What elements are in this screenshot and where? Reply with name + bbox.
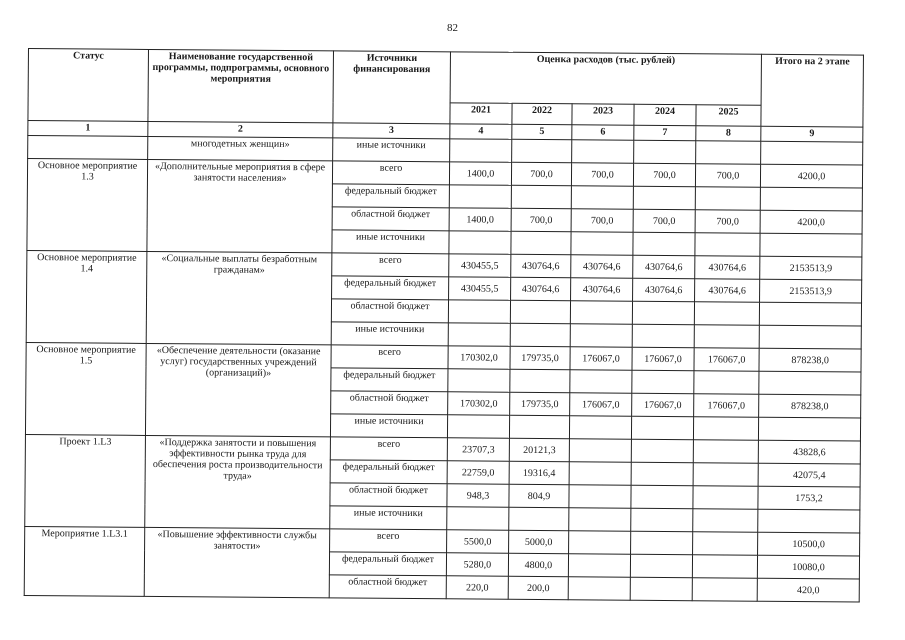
source-cell: областной бюджет bbox=[331, 299, 448, 323]
total-cell: 4200,0 bbox=[760, 164, 862, 188]
source-cell: иные источники bbox=[331, 322, 448, 346]
source-cell: федеральный бюджет bbox=[329, 552, 446, 576]
source-cell: иные источники bbox=[330, 506, 447, 530]
header-total: Итого на 2 этапе bbox=[761, 54, 864, 127]
value-cell: 700,0 bbox=[511, 162, 571, 185]
value-cell bbox=[632, 324, 694, 347]
value-cell: 20121,3 bbox=[509, 438, 569, 461]
value-cell: 176067,0 bbox=[632, 393, 694, 416]
program-name-cell: «Обеспечение деятельности (оказание услуг) государственных учреждений (организаций)» bbox=[145, 343, 331, 436]
value-cell bbox=[510, 300, 570, 323]
value-cell bbox=[693, 463, 758, 487]
total-cell bbox=[759, 325, 861, 349]
status-cell: Мероприятие 1.L3.1 bbox=[24, 526, 145, 596]
value-cell: 5280,0 bbox=[446, 553, 508, 576]
program-name-cell: «Дополнительные мероприятия в сфере занятости населения» bbox=[147, 159, 333, 252]
source-cell: областной бюджет bbox=[329, 575, 446, 599]
header-year: 2023 bbox=[572, 104, 634, 125]
value-cell: 176067,0 bbox=[694, 348, 759, 372]
value-cell: 430455,5 bbox=[449, 277, 511, 300]
value-cell bbox=[630, 554, 692, 577]
total-cell: 4200,0 bbox=[760, 210, 862, 234]
value-cell bbox=[633, 186, 695, 209]
source-cell: областной бюджет bbox=[330, 483, 447, 507]
value-cell: 430764,6 bbox=[511, 254, 571, 277]
source-cell: областной бюджет bbox=[332, 207, 449, 231]
value-cell bbox=[692, 555, 757, 579]
value-cell bbox=[448, 300, 510, 323]
value-cell: 176067,0 bbox=[570, 347, 632, 370]
value-cell: 700,0 bbox=[571, 209, 633, 232]
value-cell: 176067,0 bbox=[570, 393, 632, 416]
value-cell bbox=[693, 509, 758, 533]
source-cell: федеральный бюджет bbox=[332, 184, 449, 208]
value-cell: 430764,6 bbox=[695, 256, 760, 280]
total-cell bbox=[759, 371, 861, 395]
total-cell bbox=[758, 417, 860, 441]
column-index: 8 bbox=[696, 126, 761, 142]
total-cell: 420,0 bbox=[757, 578, 859, 602]
value-cell bbox=[568, 577, 630, 600]
value-cell bbox=[694, 302, 759, 326]
value-cell: 200,0 bbox=[508, 576, 568, 599]
source-cell: иные источники bbox=[330, 414, 447, 438]
value-cell bbox=[692, 578, 757, 602]
value-cell bbox=[569, 439, 631, 462]
header-year: 2021 bbox=[450, 103, 512, 124]
total-cell bbox=[758, 509, 860, 533]
header-estimate: Оценка расходов (тыс. рублей) bbox=[450, 52, 761, 105]
value-cell bbox=[630, 577, 692, 600]
total-cell: 878238,0 bbox=[759, 394, 861, 418]
total-cell: 10500,0 bbox=[758, 532, 860, 556]
value-cell bbox=[631, 439, 693, 462]
source-cell: всего bbox=[332, 253, 449, 277]
value-cell bbox=[632, 301, 694, 324]
value-cell: 1400,0 bbox=[449, 162, 511, 185]
value-cell bbox=[509, 415, 569, 438]
column-index: 5 bbox=[512, 124, 572, 139]
value-cell bbox=[631, 416, 693, 439]
value-cell bbox=[631, 531, 693, 554]
value-cell: 5000,0 bbox=[509, 530, 569, 553]
budget-table bbox=[24, 48, 864, 603]
page-number: 82 bbox=[447, 22, 458, 34]
value-cell: 179735,0 bbox=[510, 392, 570, 415]
value-cell: 430764,6 bbox=[633, 278, 695, 301]
column-index: 3 bbox=[333, 123, 450, 139]
value-cell bbox=[571, 232, 633, 255]
value-cell: 19316,4 bbox=[509, 461, 569, 484]
value-cell: 430455,5 bbox=[449, 254, 511, 277]
status-cell: Основное мероприятие 1.5 bbox=[25, 342, 146, 435]
total-cell: 10080,0 bbox=[757, 555, 859, 579]
program-name-cell: «Повышение эффективности службы занятости» bbox=[144, 527, 330, 597]
status-cell: Основное мероприятие 1.3 bbox=[27, 159, 148, 252]
header-year: 2025 bbox=[696, 105, 761, 127]
value-cell bbox=[693, 417, 758, 441]
column-index: 6 bbox=[572, 125, 634, 140]
value-cell: 220,0 bbox=[446, 576, 508, 599]
value-cell: 4800,0 bbox=[508, 553, 568, 576]
source-cell: иные источники bbox=[333, 138, 450, 162]
value-cell bbox=[511, 185, 571, 208]
value-cell bbox=[511, 231, 571, 254]
value-cell: 170302,0 bbox=[448, 392, 510, 415]
value-cell bbox=[448, 323, 510, 346]
value-cell: 948,3 bbox=[447, 484, 509, 507]
value-cell: 700,0 bbox=[695, 164, 760, 188]
value-cell: 430764,6 bbox=[571, 278, 633, 301]
value-cell: 700,0 bbox=[511, 208, 571, 231]
value-cell bbox=[571, 186, 633, 209]
source-cell: федеральный бюджет bbox=[332, 276, 449, 300]
value-cell: 430764,6 bbox=[633, 255, 695, 278]
value-cell: 179735,0 bbox=[510, 346, 570, 369]
total-cell bbox=[760, 233, 862, 257]
column-index: 1 bbox=[28, 121, 148, 137]
value-cell bbox=[631, 508, 693, 531]
value-cell: 5500,0 bbox=[447, 530, 509, 553]
column-index: 9 bbox=[761, 126, 863, 142]
value-cell bbox=[631, 462, 693, 485]
value-cell bbox=[448, 369, 510, 392]
source-cell: всего bbox=[330, 529, 447, 553]
value-cell: 1400,0 bbox=[449, 208, 511, 231]
header-status: Статус bbox=[28, 49, 149, 122]
value-cell bbox=[568, 554, 630, 577]
value-cell: 700,0 bbox=[633, 163, 695, 186]
value-cell bbox=[693, 440, 758, 464]
header-year: 2024 bbox=[634, 104, 696, 125]
carry-over-name: многодетных женщин» bbox=[148, 136, 333, 160]
value-cell: 430764,6 bbox=[571, 255, 633, 278]
value-cell bbox=[569, 416, 631, 439]
source-cell: всего bbox=[331, 345, 448, 369]
value-cell: 22759,0 bbox=[447, 461, 509, 484]
value-cell bbox=[570, 301, 632, 324]
total-cell: 43828,6 bbox=[758, 440, 860, 464]
status-cell: Проект 1.L3 bbox=[25, 434, 146, 527]
program-name-cell: «Социальные выплаты безработным гражданам» bbox=[146, 251, 332, 344]
value-cell: 176067,0 bbox=[694, 394, 759, 418]
value-cell bbox=[694, 371, 759, 395]
value-cell: 700,0 bbox=[695, 210, 760, 234]
header-year: 2022 bbox=[512, 103, 572, 124]
value-cell bbox=[633, 232, 695, 255]
value-cell bbox=[632, 370, 694, 393]
total-cell: 42075,4 bbox=[758, 463, 860, 487]
value-cell: 170302,0 bbox=[448, 346, 510, 369]
value-cell bbox=[570, 370, 632, 393]
value-cell bbox=[695, 187, 760, 211]
status-cell: Основное мероприятие 1.4 bbox=[26, 250, 147, 343]
value-cell bbox=[569, 531, 631, 554]
value-cell: 430764,6 bbox=[695, 279, 760, 303]
value-cell: 23707,3 bbox=[447, 438, 509, 461]
value-cell bbox=[509, 507, 569, 530]
value-cell: 700,0 bbox=[633, 209, 695, 232]
value-cell bbox=[510, 323, 570, 346]
value-cell bbox=[569, 462, 631, 485]
value-cell bbox=[570, 324, 632, 347]
total-cell bbox=[759, 302, 861, 326]
value-cell: 430764,6 bbox=[511, 277, 571, 300]
source-cell: федеральный бюджет bbox=[330, 460, 447, 484]
value-cell bbox=[693, 532, 758, 556]
total-cell: 878238,0 bbox=[759, 348, 861, 372]
header-name: Наименование государственной программы, подпрограммы, основного мероприятия bbox=[148, 49, 334, 122]
source-cell: всего bbox=[330, 437, 447, 461]
value-cell bbox=[447, 507, 509, 530]
source-cell: иные источники bbox=[332, 230, 449, 254]
value-cell bbox=[569, 508, 631, 531]
value-cell: 176067,0 bbox=[632, 347, 694, 370]
total-cell: 2153513,9 bbox=[760, 279, 862, 303]
value-cell bbox=[695, 233, 760, 257]
source-cell: федеральный бюджет bbox=[331, 368, 448, 392]
value-cell bbox=[447, 415, 509, 438]
total-cell: 2153513,9 bbox=[760, 256, 862, 280]
header-sources: Источники финансирования bbox=[333, 51, 451, 124]
column-index: 2 bbox=[148, 121, 333, 137]
total-cell bbox=[760, 187, 862, 211]
value-cell: 804,9 bbox=[509, 484, 569, 507]
value-cell bbox=[694, 325, 759, 349]
program-name-cell: «Поддержка занятости и повышения эффективности рынка труда для обеспечения роста производительности труда» bbox=[145, 435, 331, 528]
source-cell: всего bbox=[332, 161, 449, 185]
column-index: 4 bbox=[450, 124, 512, 139]
value-cell bbox=[569, 485, 631, 508]
total-cell: 1753,2 bbox=[758, 486, 860, 510]
value-cell bbox=[631, 485, 693, 508]
source-cell: областной бюджет bbox=[331, 391, 448, 415]
value-cell bbox=[510, 369, 570, 392]
column-index: 7 bbox=[634, 125, 696, 140]
value-cell bbox=[449, 231, 511, 254]
value-cell bbox=[449, 185, 511, 208]
value-cell bbox=[693, 486, 758, 510]
value-cell: 700,0 bbox=[571, 163, 633, 186]
